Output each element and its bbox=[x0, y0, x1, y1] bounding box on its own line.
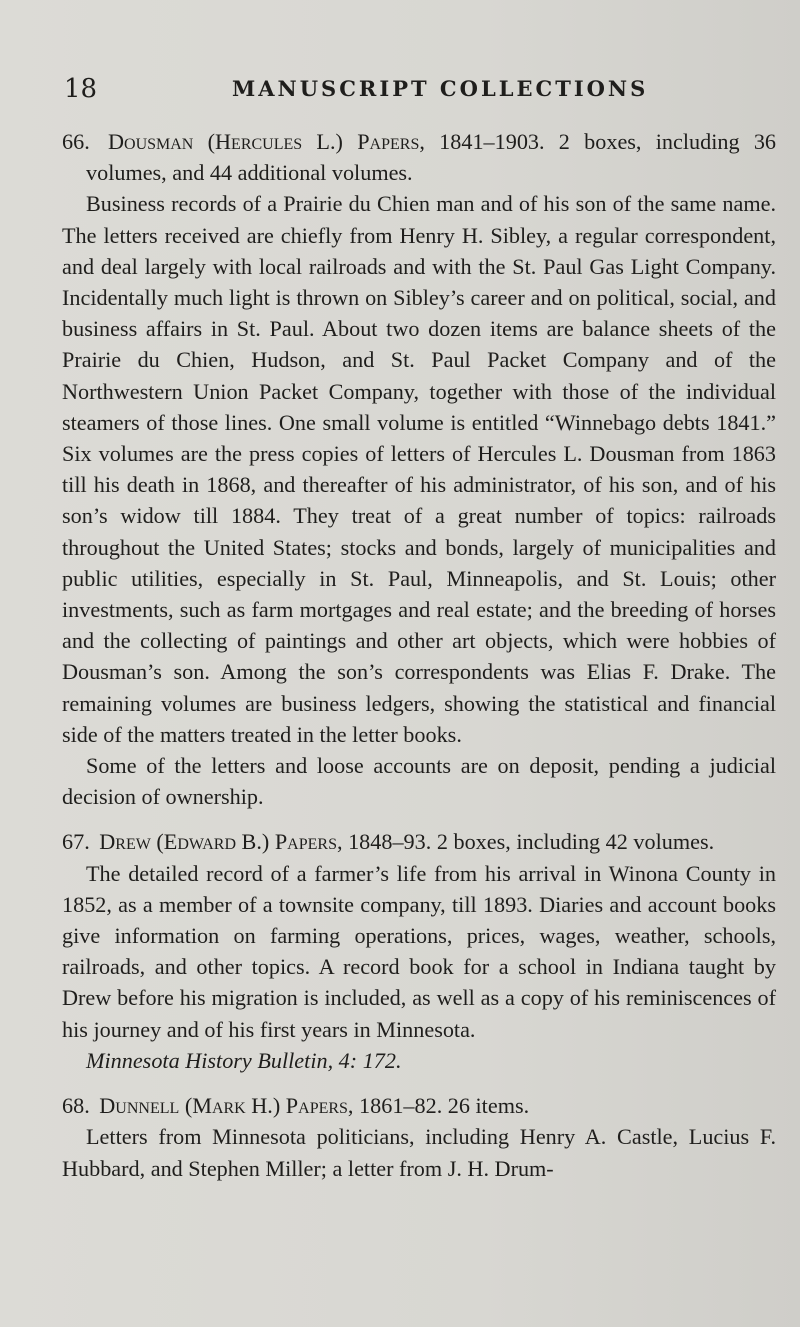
entry-paragraph: The detailed record of a farmer’s life from his arrival in Winona County in 1852, as a member of a townsite company, till 1893. Diaries and account books give information on farming operations, prices, wages, weather, schools, railroads, and other topics. A record book for a school in Indiana taught by Drew before his migration is included, as well as a copy of his reminiscences of his journey and of his first years in Minnesota. bbox=[62, 860, 776, 1042]
entry-66 bbox=[62, 126, 776, 812]
body-text bbox=[62, 126, 776, 1198]
entry-name: Drew bbox=[99, 829, 151, 855]
page-number: 18 bbox=[64, 74, 98, 104]
entry-67 bbox=[62, 826, 776, 1076]
entry-papers-label: Papers, bbox=[274, 829, 343, 855]
entry-68 bbox=[62, 1090, 776, 1184]
entry-name: Dunnell bbox=[99, 1093, 180, 1119]
entry-heading bbox=[62, 1090, 776, 1121]
entry-name: Dousman bbox=[108, 129, 194, 154]
entry-heading bbox=[62, 826, 776, 857]
entry-description: 1861–82. 26 items. bbox=[359, 1093, 530, 1119]
entry-heading bbox=[62, 126, 776, 188]
entry-papers-label: Papers, bbox=[285, 1093, 354, 1119]
entry-fullname: (Mark H.) bbox=[184, 1093, 281, 1119]
entry-number: 67. bbox=[62, 829, 90, 855]
entry-paragraph: Some of the letters and loose accounts are on deposit, pending a judicial decision of ownership. bbox=[62, 753, 776, 810]
entry-papers-label: Papers, bbox=[357, 129, 425, 154]
entry-citation: Minnesota History Bulletin, 4: 172. bbox=[86, 1047, 402, 1073]
entry-fullname: (Hercules L.) bbox=[207, 129, 343, 154]
entry-paragraph: Letters from Minnesota politicians, including Henry A. Castle, Lucius F. Hubbard, and Stephen Miller; a letter from J. H. Drum- bbox=[62, 1124, 776, 1181]
entry-number: 68. bbox=[62, 1093, 90, 1119]
running-head: MANUSCRIPT COLLECTIONS bbox=[232, 76, 649, 101]
entry-description: 1848–93. 2 boxes, including 42 volumes. bbox=[348, 829, 715, 855]
entry-paragraph: Business records of a Prairie du Chien man and of his son of the same name. The letters received are chiefly from Henry H. Sibley, a regular correspondent, and deal largely with local railroads and with the St. Paul Gas Light Company. Incidentally much light is thrown on Sibley’s career and on political, social, and business affairs in St. Paul. About two dozen items are balance sheets of the Prairie du Chien, Hudson, and St. Paul Packet Company and of the Northwestern Union Packet Company, together with those of the individual steamers of those lines. One small volume is entitled “Winnebago debts 1841.” Six volumes are the press copies of letters of Hercules L. Dousman from 1863 till his death in 1868, and thereafter of his administrator, of his son, and of his son’s widow till 1884. They treat of a great number of topics: railroads throughout the United States; stocks and bonds, largely of municipalities and public utilities, especially in St. Paul, Minneapolis, and St. Louis; other investments, such as farm mortgages and real estate; and the breeding of horses and the collecting of paintings and other art objects, which were hobbies of Dousman’s son. Among the son’s correspondents was Elias F. Drake. The remaining volumes are business ledgers, showing the statistical and financial side of the matters treated in the letter books. bbox=[62, 191, 776, 747]
entry-description: 1841–1903. 2 boxes, including 36 volumes, and 44 additional volumes. bbox=[86, 129, 777, 186]
entry-fullname: (Edward B.) bbox=[156, 829, 270, 855]
entry-number: 66. bbox=[62, 129, 90, 154]
page-header bbox=[64, 74, 760, 108]
